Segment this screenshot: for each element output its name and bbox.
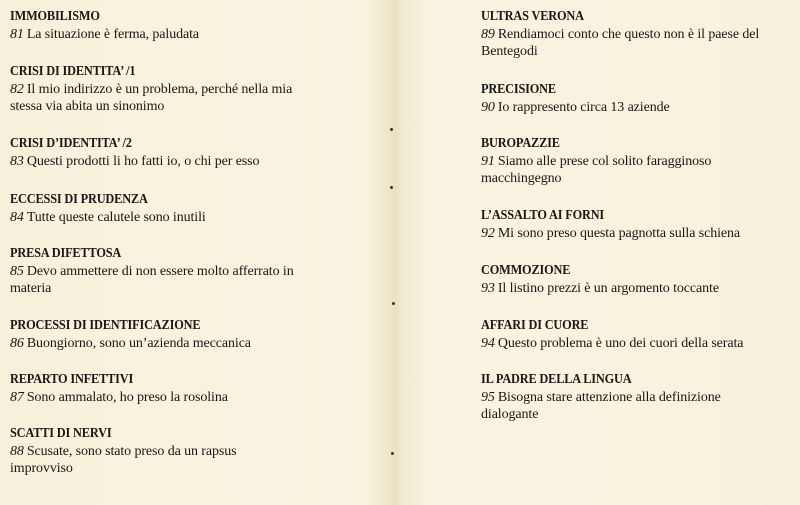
entry-86 xyxy=(10,317,340,352)
binding-dot xyxy=(391,452,394,455)
entry-90 xyxy=(481,81,793,116)
entry-number: 89 xyxy=(481,27,495,42)
entry-body: Scusate, sono stato preso da un rapsus improvviso xyxy=(10,444,237,476)
entry-number: 95 xyxy=(481,390,495,405)
entry-number: 82 xyxy=(10,82,24,97)
entry-92 xyxy=(481,207,793,242)
entry-text xyxy=(10,389,340,406)
entry-text xyxy=(481,225,793,242)
entry-number: 86 xyxy=(10,336,24,351)
entry-85 xyxy=(10,245,308,297)
entry-title: SCATTI DI NERVI xyxy=(10,426,112,441)
entry-body: Rendiamoci conto che questo non è il paese del Bentegodi xyxy=(481,27,760,59)
entry-91 xyxy=(481,135,781,187)
entry-number: 81 xyxy=(10,27,24,42)
entry-number: 90 xyxy=(481,100,495,115)
entry-body: Mi sono preso questa pagnotta sulla schiena xyxy=(497,226,741,241)
entry-number: 93 xyxy=(481,281,495,296)
entry-94 xyxy=(481,317,793,352)
entry-text xyxy=(10,153,340,170)
entry-number: 91 xyxy=(481,154,495,169)
entry-body: La situazione è ferma, paludata xyxy=(26,27,200,42)
entry-body: Il listino prezzi è un argomento toccante xyxy=(497,281,719,296)
entry-title: PRECISIONE xyxy=(481,82,556,97)
entry-number: 87 xyxy=(10,390,24,405)
entry-number: 83 xyxy=(10,154,24,169)
entry-title: ECCESSI DI PRUDENZA xyxy=(10,192,148,207)
entry-89 xyxy=(481,8,771,60)
entry-body: Sono ammalato, ho preso la rosolina xyxy=(26,390,228,405)
entry-title: PROCESSI DI IDENTIFICAZIONE xyxy=(10,318,201,333)
entry-body: Tutte queste calutele sono inutili xyxy=(26,210,206,225)
entry-title: IMMOBILISMO xyxy=(10,9,100,24)
binding-dot xyxy=(390,186,393,189)
entry-95 xyxy=(481,371,781,423)
entry-title: ULTRAS VERONA xyxy=(481,9,584,24)
entry-title: AFFARI DI CUORE xyxy=(481,318,589,333)
entry-text xyxy=(10,263,308,297)
entry-text xyxy=(481,389,781,423)
entry-88 xyxy=(10,425,300,477)
entry-text xyxy=(10,443,300,477)
entry-title: CRISI D’IDENTITA’ /2 xyxy=(10,136,132,151)
entry-body: Siamo alle prese col solito faragginoso macchingegno xyxy=(481,154,712,186)
entry-title: IL PADRE DELLA LINGUA xyxy=(481,372,632,387)
entry-number: 84 xyxy=(10,210,24,225)
entry-body: Bisogna stare attenzione alla definizione dialogante xyxy=(481,390,721,422)
entry-text xyxy=(10,26,340,43)
entry-text xyxy=(481,26,771,60)
entry-81 xyxy=(10,8,340,43)
entry-83 xyxy=(10,135,340,170)
entry-body: Questi prodotti li ho fatti io, o chi per esso xyxy=(26,154,260,169)
entry-text xyxy=(481,99,793,116)
entry-93 xyxy=(481,262,793,297)
binding-dot xyxy=(392,302,395,305)
entry-body: Il mio indirizzo è un problema, perché nella mia stessa via abita un sinonimo xyxy=(10,82,293,114)
entry-text xyxy=(10,335,340,352)
entry-84 xyxy=(10,191,340,226)
entry-number: 88 xyxy=(10,444,24,459)
entry-87 xyxy=(10,371,340,406)
entry-body: Questo problema è uno dei cuori della serata xyxy=(497,336,744,351)
entry-text xyxy=(481,280,793,297)
entry-title: PRESA DIFETTOSA xyxy=(10,246,122,261)
entry-number: 92 xyxy=(481,226,495,241)
entry-number: 94 xyxy=(481,336,495,351)
entry-title: CRISI DI IDENTITA’ /1 xyxy=(10,64,136,79)
entry-title: BUROPAZZIE xyxy=(481,136,560,151)
entry-text xyxy=(481,335,793,352)
entry-title: COMMOZIONE xyxy=(481,263,571,278)
entry-body: Buongiorno, sono un’azienda meccanica xyxy=(26,336,251,351)
entry-number: 85 xyxy=(10,264,24,279)
entry-text xyxy=(10,81,310,115)
entry-title: L’ASSALTO AI FORNI xyxy=(481,208,605,223)
entry-text xyxy=(10,209,340,226)
binding-dot xyxy=(390,128,393,131)
entry-body: Io rappresento circa 13 aziende xyxy=(497,100,670,115)
entry-title: REPARTO INFETTIVI xyxy=(10,372,134,387)
entry-82 xyxy=(10,63,310,115)
entry-body: Devo ammettere di non essere molto afferrato in materia xyxy=(10,264,294,296)
entry-text xyxy=(481,153,781,187)
